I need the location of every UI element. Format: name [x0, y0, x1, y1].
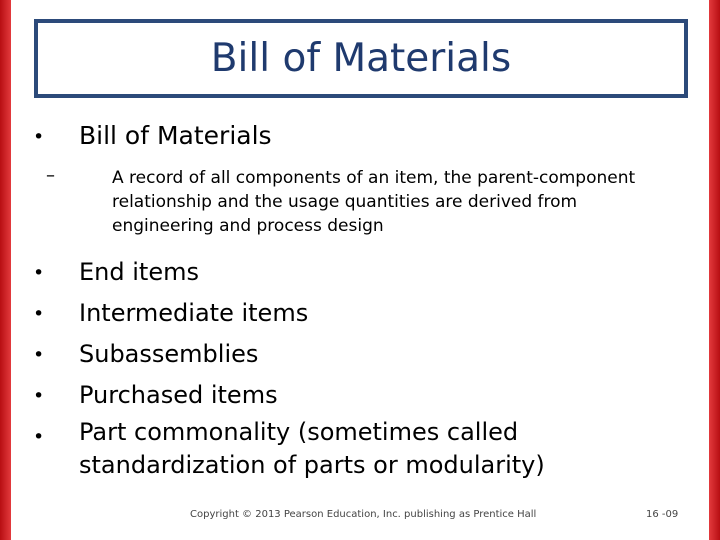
bullet-item: Part commonality (sometimes called standardization of parts or modularity) — [79, 418, 545, 479]
bullet-marker: • — [33, 344, 45, 366]
bullet-main: Bill of Materials — [79, 121, 272, 150]
bullet-marker: • — [33, 385, 45, 407]
bullet-marker: • — [33, 426, 45, 448]
bullet-item: Purchased items — [79, 381, 278, 409]
dash-marker: – — [46, 165, 55, 186]
slide-title: Bill of Materials — [210, 36, 512, 81]
bullet-marker: • — [33, 303, 45, 325]
bullet-marker: • — [33, 262, 45, 284]
bullet-marker: • — [33, 126, 45, 148]
sub-bullet-definition: A record of all components of an item, the parent-component relationship and the usage quantities are derived from engineering and process design — [112, 168, 636, 236]
bullet-item: End items — [79, 258, 199, 286]
page-number: 16 -09 — [646, 509, 679, 520]
bullet-item: Subassemblies — [79, 340, 259, 368]
bullet-item: Intermediate items — [79, 299, 309, 327]
copyright-footer: Copyright © 2013 Pearson Education, Inc. publishing as Prentice Hall — [190, 509, 537, 520]
